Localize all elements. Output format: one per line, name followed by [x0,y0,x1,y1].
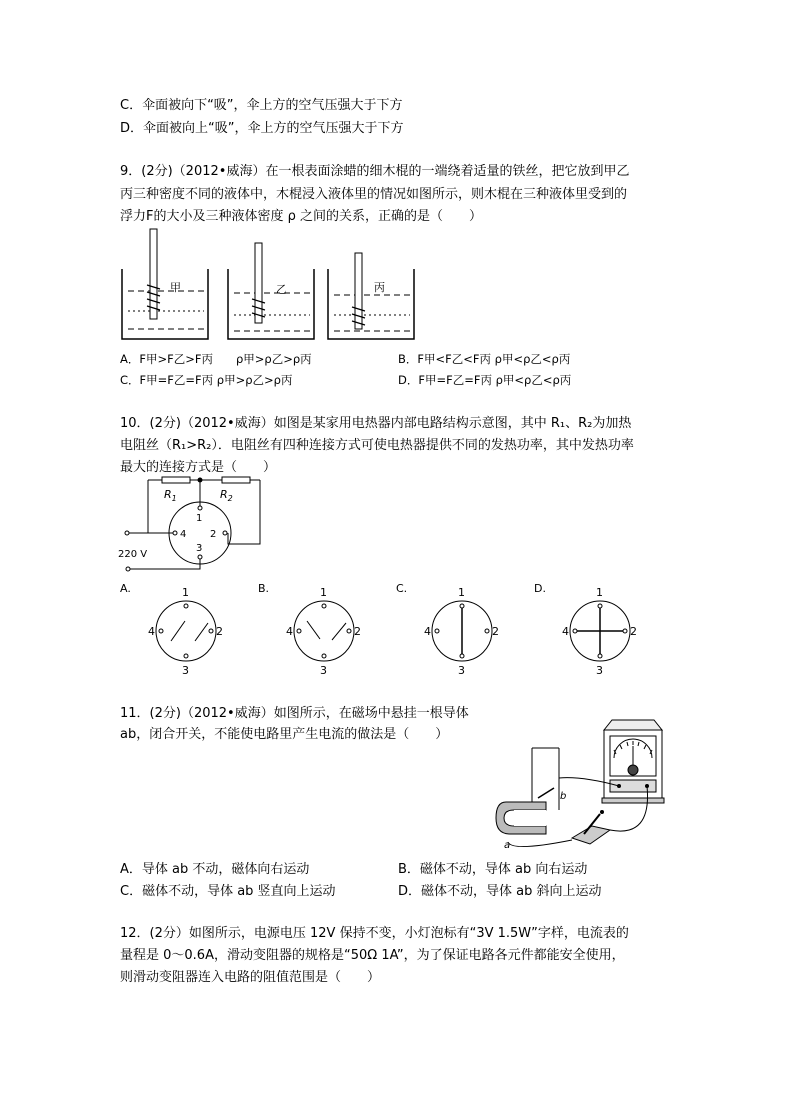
q9-text-line1: 9．(2分)（2012•威海）在一根表面涂蜡的细木棍的一端绕着适量的铁丝，把它放到甲乙 [120,164,630,179]
svg-text:3: 3 [458,664,465,677]
svg-text:2: 2 [216,625,223,638]
q10-text-line2: 电阻丝（R₁>R₂）．电阻丝有四种连接方式可使电热器提供不同的发热功率，其中发热功率 [120,438,634,453]
beaker-bing [328,253,414,339]
terminal-4: 4 [180,529,187,540]
resistor-r2 [222,477,250,483]
u-magnet [496,802,546,834]
beaker-yi [228,243,314,339]
q9-text-line3: 浮力F的大小及三种液体密度 ρ 之间的关系，正确的是（ ） [120,209,482,224]
svg-text:4: 4 [424,625,431,638]
q8-option-c: C．伞面被向下“吸”，伞上方的空气压强大于下方 [120,98,403,113]
q11-text-line1: 11．(2分)（2012•威海）如图所示，在磁场中悬挂一根导体 [120,706,469,721]
label-a: a [504,840,511,851]
resistor-r1 [162,477,190,483]
svg-text:1: 1 [320,586,327,599]
beaker-jia [122,229,208,339]
svg-text:2: 2 [630,625,637,638]
q10-text-line1: 10．(2分)（2012•威海）如图是某家用电热器内部电路结构示意图，其中 R₁、R₂为加热 [120,416,632,431]
beaker-label-yi: 乙 [276,283,287,296]
svg-text:2: 2 [492,625,499,638]
svg-text:3: 3 [182,664,189,677]
q11-apparatus-figure [492,718,670,852]
terminal-1: 1 [196,513,203,524]
svg-text:C.: C. [396,582,408,595]
q10-option-a [120,582,223,677]
q10-circuit-diagram [118,474,268,576]
q11-text-line2: ab，闭合开关，不能使电路里产生电流的做法是（ ） [120,727,449,742]
r1-label: $R_1$ [164,488,177,503]
terminal-2: 2 [210,529,217,540]
beaker-label-bing: 丙 [374,281,385,294]
q9-option-d: D．F甲=F乙=F丙 ρ甲<ρ乙<ρ丙 [398,373,572,387]
q10-option-b [258,582,361,677]
svg-text:A.: A. [120,582,131,595]
q12-text-line2: 量程是 0～0.6A，滑动变阻器的规格是“50Ω 1A”，为了保证电路各元件都能安全使用， [120,948,625,963]
svg-text:1: 1 [458,586,465,599]
q9-text-line2: 丙三种密度不同的液体中，木棍浸入液体里的情况如图所示，则木棍在三种液体里受到的 [120,187,628,202]
q11-option-a: A．导体 ab 不动，磁体向右运动 [120,862,310,877]
q11-option-d: D．磁体不动，导体 ab 斜向上运动 [398,884,602,899]
q9-beakers-figure [118,225,418,343]
svg-text:3: 3 [596,664,603,677]
svg-text:4: 4 [562,625,569,638]
svg-text:1: 1 [182,586,189,599]
r2-label: $R_2$ [220,488,233,503]
knife-switch [572,810,610,844]
beaker-label-jia: 甲 [170,281,181,294]
q10-options-figure [118,578,648,678]
q9-option-b: B．F甲<F乙<F丙 ρ甲<ρ乙<ρ丙 [398,352,571,366]
svg-text:4: 4 [148,625,155,638]
q11-option-b: B．磁体不动，导体 ab 向右运动 [398,862,588,877]
svg-text:2: 2 [354,625,361,638]
q10-option-c [396,582,499,677]
svg-text:B.: B. [258,582,270,595]
q10-text-line3: 最大的连接方式是（ ） [120,460,277,475]
svg-text:3: 3 [320,664,327,677]
svg-text:1: 1 [596,586,603,599]
voltage-label: 220 V [118,549,148,560]
q9-option-c: C．F甲=F乙=F丙 ρ甲>ρ乙>ρ丙 [120,373,293,387]
svg-text:4: 4 [286,625,293,638]
galvanometer [602,720,664,803]
q10-option-d [534,582,637,677]
terminal-3: 3 [196,543,203,554]
q9-option-a: A．F甲>F乙>F丙 ρ甲>ρ乙>ρ丙 [120,352,312,366]
q8-option-d: D．伞面被向上“吸”，伞上方的空气压强大于下方 [120,121,404,136]
q11-option-c: C．磁体不动，导体 ab 竖直向上运动 [120,884,336,899]
label-b: b [560,791,567,802]
q12-text-line3: 则滑动变阻器连入电路的阻值范围是（ ） [120,970,381,985]
svg-text:D.: D. [534,582,546,595]
q12-text-line1: 12．(2分）如图所示，电源电压 12V 保持不变，小灯泡标有“3V 1.5W”字样，电流表的 [120,926,629,941]
